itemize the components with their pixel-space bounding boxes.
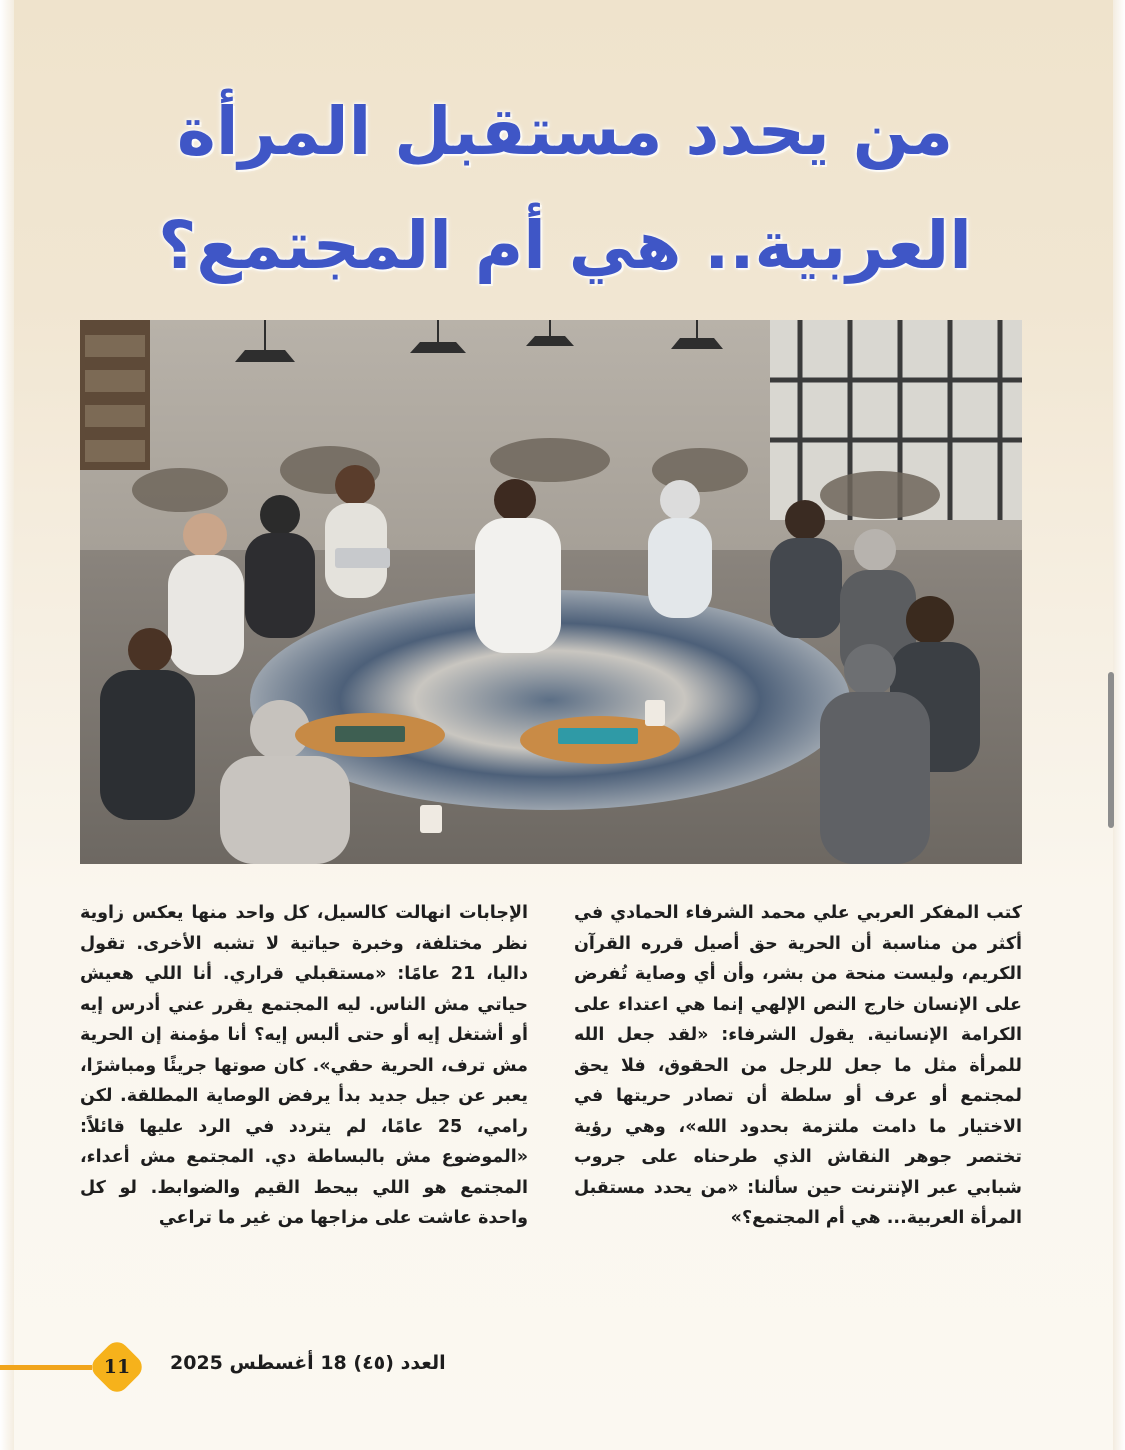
photo-illustration xyxy=(80,320,1022,864)
page-number: 11 xyxy=(103,1356,131,1378)
title-line-2: العربية.. هي أم المجتمع؟ xyxy=(158,207,972,284)
article-column-left: الإجابات انهالت كالسيل، كل واحد منها يعكس زاوية نظر مختلفة، وخبرة حياتية لا تشبه الأخرى. تقول داليا، 21 عامًا: «مستقبلي قراري. أنا اللي هعيش حياتي مش الناس. ليه المجتمع يقرر عني أدرس إيه أو أشتغل إيه أو حتى ألبس إيه؟ أنا مؤمنة إن الحرية مش ترف، الحرية حقي». كان صوتها جريئًا ومباشرًا، يعبر عن جيل جديد بدأ يرفض الوصاية المطلقة. لكن رامي، 25 عامًا، لم يتردد في الرد عليها قائلاً: «الموضوع مش بالبساطة دي. المجتمع مش أعداء، المجتمع هو اللي بيحط القيم والضوابط. لو كل واحدة عاشت على مزاجها من غير ما تراعي xyxy=(80,903,529,1228)
title-line-1: من يحدد مستقبل المرأة xyxy=(176,93,954,170)
article-photo xyxy=(80,320,1022,864)
page-title xyxy=(120,75,1010,303)
page-edge-right xyxy=(1113,0,1125,1450)
issue-info: العدد (٤٥) 18 أغسطس 2025 xyxy=(170,1352,446,1374)
page-edge-left xyxy=(0,0,14,1450)
scrollbar-thumb[interactable] xyxy=(1108,672,1114,828)
footer-accent-line xyxy=(0,1365,92,1370)
article-column-right: كتب المفكر العربي علي محمد الشرفاء الحمادي في أكثر من مناسبة أن الحرية حق أصيل قرره القرآن الكريم، وليست منحة من بشر، وأن أي وصاية تُفرض على الإنسان خارج النص الإلهي إنما هي اعتداء على الكرامة الإنسانية. يقول الشرفاء: «لقد جعل الله للمرأة مثل ما جعل للرجل من الحقوق، فلا يحق لمجتمع أو عرف أو سلطة أن تصادر حريتها في الاختيار ما دامت ملتزمة بحدود الله»، وهي رؤية تختصر جوهر النقاش الذي طرحناه على جروب شبابي عبر الإنترنت حين سألنا: «من يحدد مستقبل المرأة العربية... هي أم المجتمع؟» xyxy=(574,903,1022,1228)
